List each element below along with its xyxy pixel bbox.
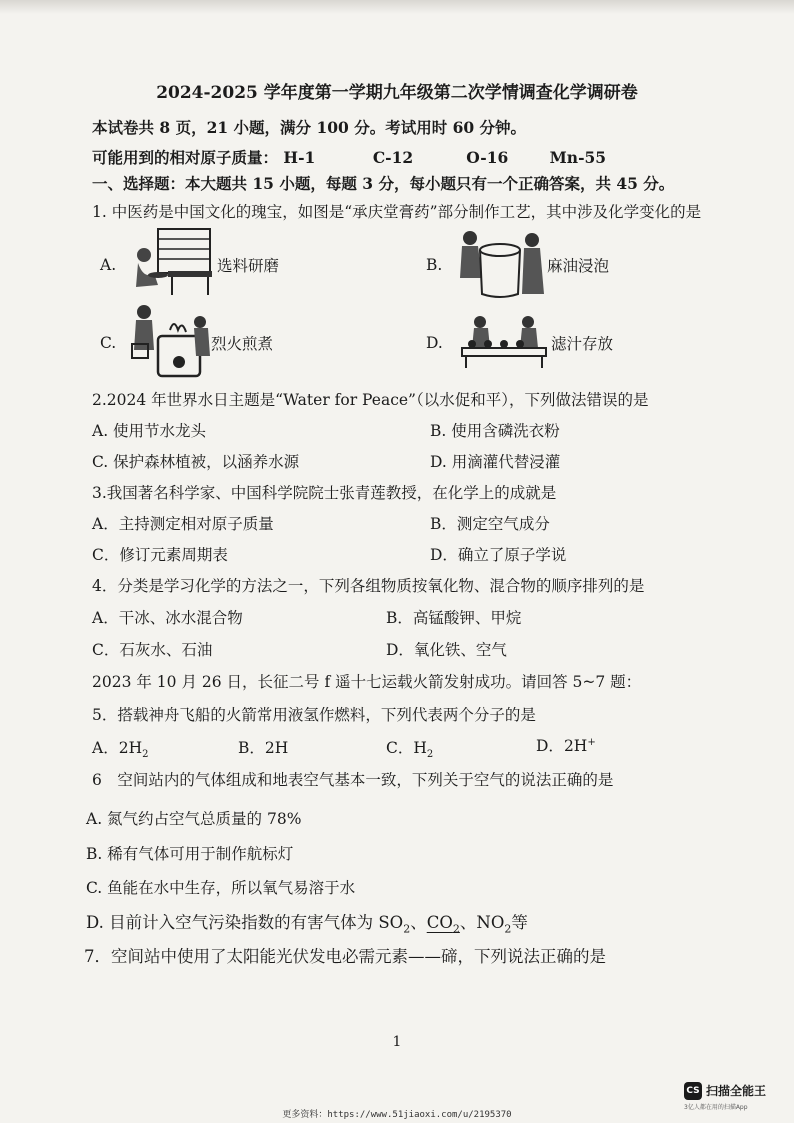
q6-option-d-prefix: D. 目前计入空气污染指数的有害气体为 SO <box>86 913 404 932</box>
footer-link[interactable]: 更多资料：https://www.51jiaoxi.com/u/2195370 <box>282 1110 512 1120</box>
q6-option-d-co2: $CO_2$ <box>426 913 460 936</box>
q6-option-d-mid: 、NO <box>459 913 505 932</box>
storing-illustration-icon <box>458 312 550 372</box>
q5-option-b-formula: 2H <box>264 739 289 757</box>
q1-option-d-label: 滤汁存放 <box>551 335 614 353</box>
atomic-mass-o: O-16 <box>466 148 509 167</box>
q2-option-a: A. 使用节水龙头 <box>92 422 207 440</box>
q1-option-b-letter: B. <box>426 256 443 274</box>
camscanner-logo-icon: CS <box>684 1082 702 1100</box>
scan-edge <box>0 0 794 14</box>
q2-stem: 2.2024 年世界水日主题是“Water for Peace”（以水促和平），下列做法错误的是 <box>92 391 649 409</box>
boiling-illustration-icon <box>124 300 212 382</box>
q4-option-b: B．高锰酸钾、甲烷 <box>386 609 522 627</box>
q6-option-b: B. 稀有气体可用于制作航标灯 <box>86 845 294 863</box>
q1-stem: 1. 中医药是中国文化的瑰宝，如图是“承庆堂膏药”部分制作工艺，其中涉及化学变化的是 <box>92 203 702 221</box>
q5-option-c-letter: C． <box>386 739 414 757</box>
q5-option-a-formula: 2H <box>118 739 143 757</box>
grinding-illustration-icon <box>128 225 214 300</box>
q2-option-c: C. 保护森林植被，以涵养水源 <box>92 453 300 471</box>
scanner-tagline: 3亿人都在用的扫描App <box>684 1104 748 1111</box>
q6-option-d-co2-text: CO <box>426 913 453 932</box>
q5-option-c-subscript: 2 <box>426 749 434 761</box>
atomic-mass-mn: Mn-55 <box>549 148 607 167</box>
soaking-illustration-icon <box>456 222 546 300</box>
q5-option-d-formula: 2H <box>563 737 588 755</box>
q1-option-c-label: 烈火煎煮 <box>211 335 274 353</box>
q5-option-a-letter: A． <box>92 739 119 757</box>
page-title: 2024-2025 学年度第一学期九年级第二次学情调查化学调研卷 <box>156 83 638 103</box>
atomic-mass-row <box>92 146 606 168</box>
q1-option-d-letter: D. <box>426 334 443 352</box>
atomic-mass-c: C-12 <box>372 148 414 167</box>
q4-option-d: D．氧化铁、空气 <box>386 641 507 659</box>
q1-option-a-letter: A. <box>100 256 117 274</box>
q3-option-a: A．主持测定相对原子质量 <box>92 515 274 533</box>
q5-option-d-superscript: + <box>587 736 596 748</box>
q5-option-b <box>238 736 288 758</box>
q3-option-b: B．测定空气成分 <box>430 515 550 533</box>
scanner-badge <box>684 1080 784 1110</box>
q1-option-b-label: 麻油浸泡 <box>547 257 610 275</box>
q3-option-c: C．修订元素周期表 <box>92 546 228 564</box>
q2-option-b: B. 使用含磷洗衣粉 <box>430 422 560 440</box>
q6-stem: 6 空间站内的气体组成和地表空气基本一致，下列关于空气的说法正确的是 <box>92 771 614 789</box>
q5-option-c <box>386 736 433 760</box>
q5-option-a-subscript: 2 <box>142 749 149 761</box>
q2-option-d: D. 用滴灌代替浸灌 <box>430 453 561 471</box>
q5-option-b-letter: B． <box>238 739 265 757</box>
q6-option-a: A. 氮气约占空气总质量的 78% <box>86 810 302 828</box>
q4-stem: 4．分类是学习化学的方法之一，下列各组物质按氧化物、混合物的顺序排列的是 <box>92 577 645 595</box>
q1-option-a-label: 选料研磨 <box>217 257 280 275</box>
exam-info: 本试卷共 8 页，21 小题，满分 100 分。考试用时 60 分钟。 <box>92 118 527 137</box>
section-heading: 一、选择题：本大题共 15 小题，每题 3 分，每小题只有一个正确答案，共 45 分。 <box>92 174 675 193</box>
scanner-app-name: 扫描全能王 <box>706 1084 767 1098</box>
page-number: 1 <box>392 1034 402 1050</box>
atomic-mass-h: H-1 <box>283 148 316 167</box>
passage-text: 2023 年 10 月 26 日，长征二号 f 遥十七运载火箭发射成功。请回答 5~7 题： <box>92 673 642 691</box>
q6-option-d-suffix: 等 <box>511 913 528 932</box>
q7-stem: 7．空间站中使用了太阳能光伏发电必需元素——碲，下列说法正确的是 <box>84 947 606 966</box>
q3-option-d: D．确立了原子学说 <box>430 546 567 564</box>
q5-option-d <box>536 734 596 756</box>
q5-option-a <box>92 736 148 760</box>
q1-option-c-letter: C. <box>100 334 117 352</box>
q4-option-a: A．干冰、冰水混合物 <box>92 609 243 627</box>
q4-option-c: C．石灰水、石油 <box>92 641 213 659</box>
q3-stem: 3.我国著名科学家、中国科学院院士张青莲教授，在化学上的成就是 <box>92 484 557 502</box>
q6-option-d: D. 目前计入空气污染指数的有害气体为 $SO_2$、$CO_2$、$NO_2$等 <box>86 913 528 936</box>
q5-option-c-formula: H <box>413 739 427 757</box>
q5-option-d-letter: D． <box>536 737 564 755</box>
atomic-mass-label: 可能用到的相对原子质量： <box>92 148 279 167</box>
q6-option-c: C. 鱼能在水中生存，所以氧气易溶于水 <box>86 879 356 897</box>
q5-stem: 5．搭载神舟飞船的火箭常用液氢作燃料，下列代表两个分子的是 <box>92 706 536 724</box>
